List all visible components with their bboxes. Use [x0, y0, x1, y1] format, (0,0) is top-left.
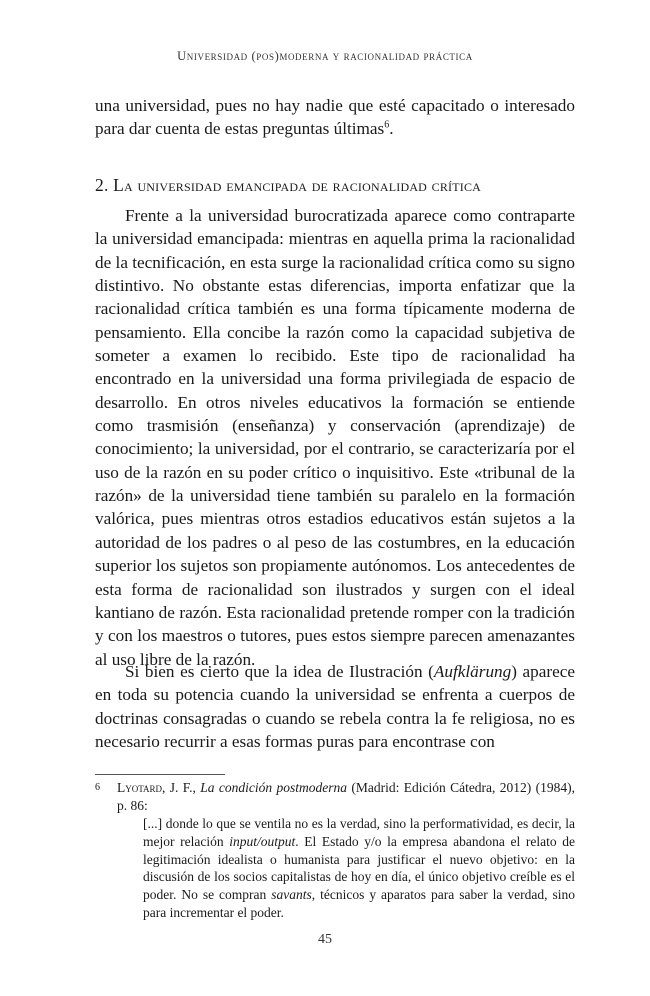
footnote-citation [95, 779, 575, 815]
footnote-initials: , J. F., [162, 780, 201, 795]
paragraph-2-start: Si bien es cierto que la idea de Ilustración ( [125, 662, 434, 681]
footnote-publication: (Madrid: Edición Cátedra, 2012) (1984), p. 86: [117, 780, 575, 813]
section-number: 2. [95, 175, 109, 195]
term-aufklarung: Aufklärung [433, 662, 512, 681]
intro-paragraph [95, 94, 575, 141]
section-title: La universidad emancipada de racionalidad crítica [113, 175, 482, 195]
paragraph-2 [95, 660, 575, 753]
footnote-rule [95, 774, 225, 775]
footnote-quote [143, 815, 575, 922]
quote-part-c: , técnicos y aparatos para saber la verdad, sino para incrementar el poder. [143, 887, 575, 920]
paragraph-2-rest: ) aparece en toda su potencia cuando la universidad se enfrenta a cuerpos de doctrinas consagradas o cuando se rebela contra la fe religiosa, no es necesario recurrir a esas formas puras para encontrase con [95, 662, 575, 752]
footnote-number: 6 [95, 782, 100, 793]
quote-part-b: . El Estado y/o la empresa abandona el relato de legitimación idealista o humanista para justificar el nuevo objetivo: en la discusión de los socios capitalistas de hoy en día, el único objetivo creíble es el poder. No se compran [143, 833, 575, 903]
intro-end: . [389, 119, 394, 139]
quote-term-input-output: input/output [229, 833, 296, 849]
paragraph-1-text: Frente a la universidad burocratizada aparece como contraparte la universidad emancipada: mientras en aquella prima la racionalidad de la tecnificación, en esta surge la racionalidad crítica como su signo distintivo. No obstante estas diferencias, importa enfatizar que la racionalidad crítica también es una forma típicamente moderna de pensamiento. Ella concibe la razón como la capacidad subjetiva de someter a examen lo recibido. Este tipo de racionalidad ha encontrado en la universidad una forma privilegiada de espacio de desarrollo. En otros niveles educativos la formación se entiende como trasmisión (enseñanza) y conservación (aprendizaje) de conocimiento; la universidad, por el contrario, se caracterizaría por el uso de la razón en su poder crítico o inquisitivo. Este «tribunal de la razón» de la universidad tiene también su paralelo en la formación valórica, pues mientras otros estadios educativos están sujetos a la autoridad de los padres o al peso de las costumbres, en la educación superior los sujetos son propiamente autónomos. Los antecedentes de esta forma de racionalidad son ilustrados y surgen con el ideal kantiano de razón. Esta racionalidad pretende romper con la tradición y con los maestros o tutores, pues estos siempre parecen amenazantes al uso libre de la razón. [95, 206, 575, 669]
footnote-book-title: La condición postmoderna [200, 780, 348, 795]
page-number: 45 [318, 932, 332, 947]
footnote-reference: 6 [384, 119, 390, 131]
footnote-author: Lyotard [117, 780, 163, 795]
running-head: Universidad (pos)moderna y racionalidad práctica [177, 49, 473, 63]
intro-text: una universidad, pues no hay nadie que esté capacitado o interesado para dar cuenta de estas preguntas últimas [95, 96, 575, 139]
quote-part-a: [...] donde lo que se ventila no es la verdad, sino la performatividad, es decir, la mejor relación [143, 816, 575, 849]
paragraph-1 [95, 204, 575, 671]
footnote [95, 779, 575, 815]
quote-term-savants: savants [271, 887, 312, 903]
section-heading [95, 175, 575, 196]
